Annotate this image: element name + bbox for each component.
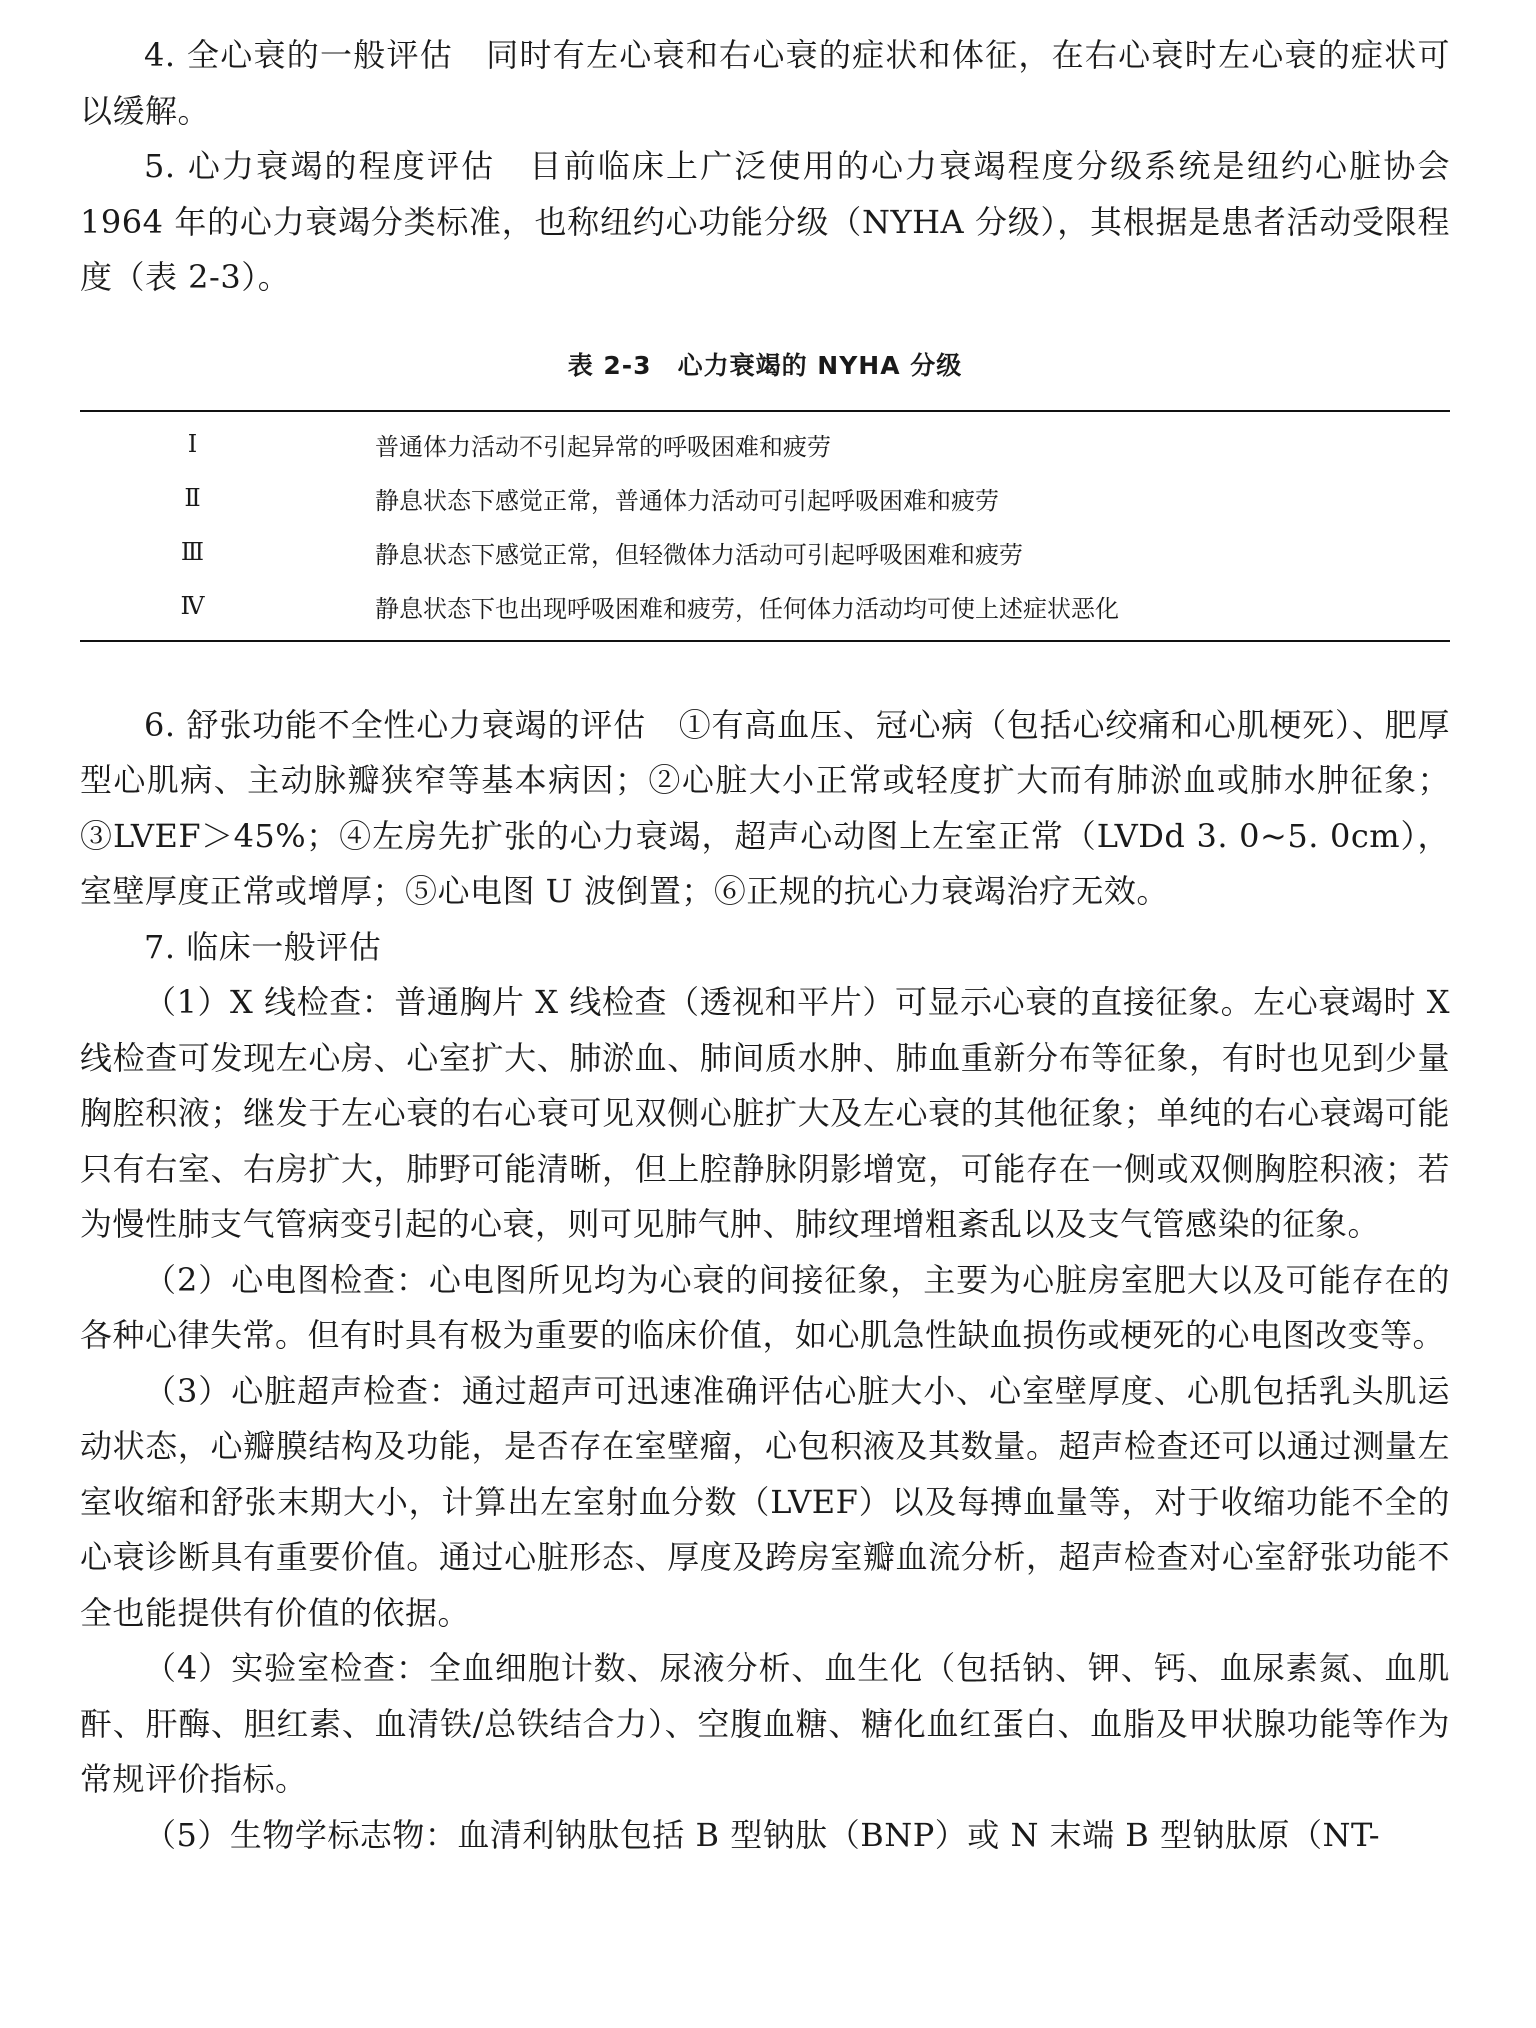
table-title: 表 2-3 心力衰竭的 NYHA 分级: [567, 350, 963, 380]
nyha-table: [80, 410, 1450, 642]
table-row: [80, 472, 1450, 526]
table-row: [80, 526, 1450, 580]
nyha-table-block: [80, 346, 1450, 642]
paragraph-biomarkers: （5）生物学标志物：血清利钠肽包括 B 型钠肽（BNP）或 N 末端 B 型钠肽原（NT-: [144, 1815, 1381, 1854]
paragraph-whole-heart-failure: 4. 全心衰的一般评估 同时有左心衰和右心衰的症状和体征，在右心衰时左心衰的症状可以缓解。: [80, 36, 1450, 130]
paragraph-lab-tests: （4）实验室检查：全血细胞计数、尿液分析、血生化（包括钠、钾、钙、血尿素氮、血肌酐、肝酶、胆红素、血清铁/总铁结合力）、空腹血糖、糖化血红蛋白、血脂及甲状腺功能等作为常规评价指标。: [80, 1649, 1450, 1798]
description-cell: 普通体力活动不引起异常的呼吸困难和疲劳: [375, 433, 831, 461]
description-cell: 静息状态下也出现呼吸困难和疲劳，任何体力活动均可使上述症状恶化: [375, 595, 1119, 623]
grade-cell: Ⅱ: [184, 486, 201, 512]
description-cell: 静息状态下感觉正常，但轻微体力活动可引起呼吸困难和疲劳: [375, 541, 1023, 569]
paragraph-ecg: （2）心电图检查：心电图所见均为心衰的间接征象，主要为心脏房室肥大以及可能存在的各种心律失常。但有时具有极为重要的临床价值，如心肌急性缺血损伤或梗死的心电图改变等。: [80, 1260, 1450, 1354]
grade-cell: Ⅰ: [187, 432, 198, 458]
paragraph-echocardiography: （3）心脏超声检查：通过超声可迅速准确评估心脏大小、心室壁厚度、心肌包括乳头肌运动状态，心瓣膜结构及功能，是否存在室壁瘤，心包积液及其数量。超声检查还可以通过测量左室收缩和舒张末期大小，计算出左室射血分数（LVEF）以及每搏血量等，对于收缩功能不全的心衰诊断具有重要价值。通过心脏形态、厚度及跨房室瓣血流分析，超声检查对心室舒张功能不全也能提供有价值的依据。: [80, 1371, 1450, 1632]
grade-cell: Ⅲ: [180, 540, 205, 566]
paragraph-clinical-heading: 7. 临床一般评估: [144, 927, 382, 966]
table-row: [80, 411, 1450, 472]
description-cell: 静息状态下感觉正常，普通体力活动可引起呼吸困难和疲劳: [375, 487, 999, 515]
paragraph-xray: （1）X 线检查：普通胸片 X 线检查（透视和平片）可显示心衰的直接征象。左心衰竭时 X 线检查可发现左心房、心室扩大、肺淤血、肺间质水肿、肺血重新分布等征象，有时也见到少量胸腔积液；继发于左心衰的右心衰可见双侧心脏扩大及左心衰的其他征象；单纯的右心衰竭可能只有右室、右房扩大，肺野可能清晰，但上腔静脉阴影增宽，可能存在一侧或双侧胸腔积液；若为慢性肺支气管病变引起的心衰，则可见肺气肿、肺纹理增粗紊乱以及支气管感染的征象。: [80, 983, 1450, 1243]
paragraph-diastolic-assessment: 6. 舒张功能不全性心力衰竭的评估 ①有高血压、冠心病（包括心绞痛和心肌梗死）、肥厚型心肌病、主动脉瓣狭窄等基本病因；②心脏大小正常或轻度扩大而有肺淤血或肺水肿征象；③LVEF＞45%；④左房先扩张的心力衰竭，超声心动图上左室正常（LVDd 3. 0~5. 0cm），室壁厚度正常或增厚；⑤心电图 U 波倒置；⑥正规的抗心力衰竭治疗无效。: [80, 705, 1450, 910]
document-page: [80, 28, 1450, 1863]
table-row: [80, 580, 1450, 641]
grade-cell: Ⅳ: [180, 594, 205, 620]
paragraph-severity-assessment: 5. 心力衰竭的程度评估 目前临床上广泛使用的心力衰竭程度分级系统是纽约心脏协会 1964 年的心力衰竭分类标准，也称纽约心功能分级（NYHA 分级），其根据是患者活动受限程度（表 2-3）。: [80, 147, 1450, 296]
